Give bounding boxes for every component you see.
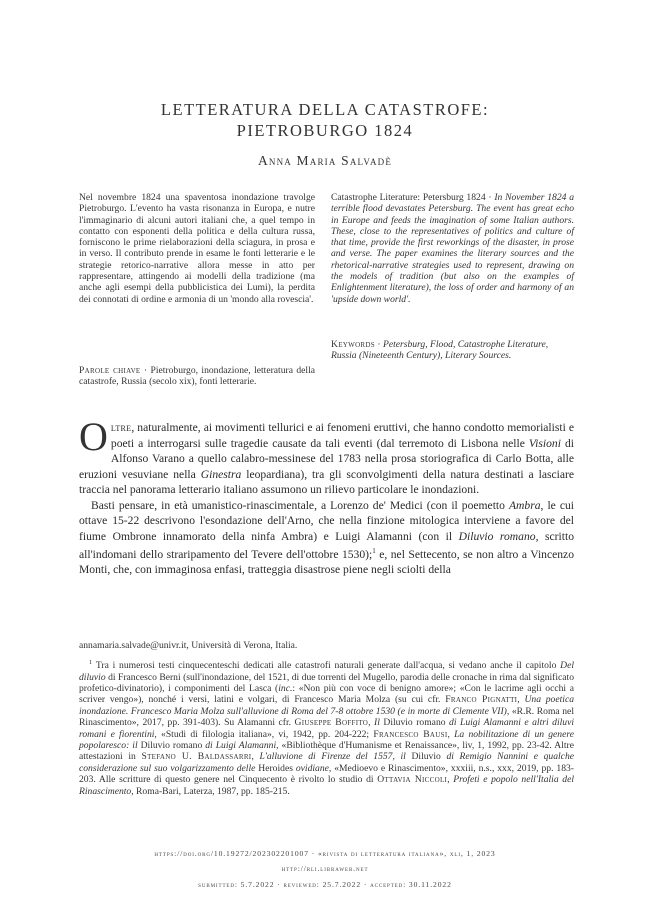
body-paragraph-1	[79, 414, 574, 498]
footnote-author-name: Giuseppe Boffito	[294, 717, 369, 729]
keywords-italian-label: Parole chiave	[79, 365, 141, 376]
abstract-english-title: Catastrophe Literature: Petersburg 1824	[331, 192, 486, 203]
footnote-text-run: , «R.R. Roma nel Rinascimento», 2017, pp. 391-403). Su Alamanni cfr.	[79, 705, 574, 729]
footnote-number: 1	[89, 659, 93, 666]
footnote-text-run: Profeti e popolo nell'Italia del Rinascimento	[79, 774, 575, 797]
body-paragraph-2	[79, 498, 574, 578]
work-title-visioni: Visioni	[528, 436, 561, 450]
footnote-text-run: , «Studi di filologia italiana», vi, 1942, pp. 204-222;	[154, 728, 374, 740]
footnote-text-run: ,	[251, 751, 260, 763]
abstract-english-separator: ·	[485, 192, 495, 203]
journal-website-link[interactable]: http://rli.libraweb.net	[281, 864, 369, 873]
footnote-text-run: di Luigi Alamanni	[205, 740, 277, 752]
footnote-text-run: ,	[517, 694, 525, 706]
keywords-italian	[79, 365, 315, 388]
keywords-italian-separator: ·	[140, 365, 151, 376]
footnote-text-run: di Remigio Nannini e qualche considerazione sul suo volgarizzamento delle	[79, 751, 574, 774]
footnote-text-run: Diluvio romano	[379, 717, 450, 729]
drop-cap: O	[79, 414, 108, 459]
abstract-english-text: In November 1824 a terrible flood devastates Petersburg. The event has great echo in Europe and feeds the imagination of some Italian authors. These, close to the representatives of politics and culture of that time, provide the first reworkings of the disaster, in prose and verse. The paper examines the literary sources and the rhetorical-narrative strategies used to represent, drawing on the models of tradition (but also on the examples of Enlightenment literature), the loss of order and harmony of an 'upside down world'.	[331, 192, 574, 305]
footnote-text-run: di Francesco Berni (sull'inondazione, del 1521, di due torrenti del Mugello, parodia delle cronache in rima dal significato profetico-divinatorio), i componimenti del Lasca (	[79, 671, 574, 694]
footnote-text-run: ,	[368, 717, 375, 729]
author-affiliation: annamaria.salvade@univr.it, Università di Verona, Italia.	[79, 640, 298, 651]
body-text-run: e, nel Settecento, se non altro a Vincenzo Monti, che, con immaginosa enfasi, tratteggia disastrose piene negli sciolti della	[79, 547, 574, 577]
footnote-text-run: di Luigi Alamanni e altri diluvi romani e fiorentini	[79, 717, 574, 740]
abstract-english	[331, 192, 574, 305]
keywords-english-label: Keywords	[331, 339, 375, 350]
footnote-text-run: , Roma-Bari, Laterza, 1987, pp. 185-215.	[131, 785, 290, 797]
work-title-ambra: Ambra	[508, 498, 541, 512]
footnote-text-run: Del diluvio	[79, 660, 574, 683]
footnote-text-run: Diluvio	[405, 751, 447, 763]
body-lead-in: ltre	[110, 421, 132, 434]
work-title-ginestra: Ginestra	[200, 467, 242, 481]
article-title-line-1: LETTERATURA DELLA CATASTROFE:	[160, 100, 490, 119]
article-body	[79, 414, 574, 578]
article-author: Anna Maria Salvadè	[257, 153, 393, 168]
work-title-diluvio-romano: Diluvio romano	[458, 529, 536, 543]
footnote-reference-1[interactable]: 1	[372, 547, 376, 555]
footnote-text-run: Una poetica inondazione. Francesco Maria Molza sull'alluvione di Roma del 7-8 ottobre 1530 (e in morte di Clemente VII)	[79, 694, 575, 717]
footnote-text-run: Heroides	[255, 762, 296, 774]
footnote-text-run: Tra i numerosi testi cinquecenteschi dedicati alle catastrofi naturali generate dall'acqua, si vedano anche il capitolo	[95, 660, 561, 672]
footnote-text-run: : «Non più con voce di benigno amore»; «Con le lacrime agli occhi a scriver vengo»), nonché i versi, latini e volgari, di Francesco Maria Molza (su cui cfr.	[79, 683, 574, 706]
keywords-english	[331, 339, 574, 362]
footnote-text-run: inc.	[278, 683, 293, 694]
body-text-run: di Alfonso Varano a quello calabro-messinese del 1783 nella prosa storiografica di Carlo Botta, alle eruzioni vesuviane nella	[79, 436, 574, 481]
article-title-line-2: PIETROBURGO 1824	[236, 121, 414, 140]
footnote-text-run: L'alluvione di Firenze del 1557, il	[259, 751, 406, 763]
footnote-text-run: Diluvio romano	[137, 740, 206, 752]
footnote-text-run: Il	[374, 717, 380, 729]
body-text-run: Basti pensare, in età umanistico-rinascimentale, a Lorenzo de' Medici (con il poemetto	[91, 498, 509, 512]
body-text-run: , naturalmente, ai movimenti tellurici e ai fenomeni eruttivi, che hanno condotto memorialisti e poeti a interrogarsi sulle tragedie causate da tali eventi (dal terremoto di Lisbona nelle	[110, 421, 574, 450]
footnote-text-run: ,	[447, 774, 454, 786]
keywords-english-separator: ·	[374, 339, 383, 350]
footnote-text-run: , «Bibliothèque d'Humanisme et Renaissance», liv, 1, 1992, pp. 23-42. Altre attestazioni in	[79, 740, 574, 763]
keywords-english-text: Petersburg, Flood, Catastrophe Literature, Russia (Nineteenth Century), Literary Sources.	[331, 339, 549, 362]
submission-dates: submitted: 5.7.2022 · reviewed: 25.7.2022 · accepted: 30.11.2022	[198, 880, 452, 889]
doi-citation-line[interactable]: https://doi.org/10.19272/202302201007 · «rivista di letteratura italiana», xli, 1, 2023	[154, 849, 496, 858]
footnote-text-run: La nobilitazione di un genere popolaresco: il	[79, 728, 575, 752]
footnote-text-run: ovidiane	[295, 762, 329, 774]
keywords-italian-text: Pietroburgo, inondazione, letteratura della catastrofe, Russia (secolo xix), fonti letterarie.	[79, 365, 315, 388]
body-text-run: , le cui ottave 15-22 descrivono l'esondazione dell'Arno, che nella finzione mitologica interviene a favore del fiume Ombrone innamorato della ninfa Ambra) e Luigi Alamanni (con il	[79, 498, 574, 543]
footnote-author-name: Stefano U. Baldassarri	[141, 751, 252, 763]
footnote-text-run: ,	[447, 728, 455, 740]
footnote-author-name: Ottavia Niccoli	[377, 774, 448, 786]
footnote-author-name: Franco Pignatti	[445, 694, 518, 706]
footnote-1	[79, 657, 574, 797]
body-text-run: , scritto all'indomani dello straripamento del Tevere dell'ottobre 1530);	[79, 529, 574, 561]
abstract-italian: Nel novembre 1824 una spaventosa inondazione travolge Pietroburgo. L'evento ha vasta risonanza in Europa, e nutre l'immaginario di alcuni autori italiani che, a quel tempo in contatto con esponenti della politica e della cultura russa, forniscono le prime rielaborazioni della sciagura, in prosa e in verso. Il contributo prende in esame le fonti letterarie e le strategie retorico-narrative allora messe in atto per rappresentare, attingendo ai modelli della tradizione (ma anche agli esempi della pubblicistica dei Lumi), la perdita dei connotati di ordine e armonia di un 'mondo alla rovescia'.	[79, 192, 315, 305]
footnote-text-run: , «Medioevo e Rinascimento», xxxiii, n.s., xxx, 2019, pp. 183-203. Alle scritture di questo genere nel Cinquecento è rivolto lo studio di	[79, 762, 574, 786]
footnote-author-name: Francesco Bausi	[373, 728, 448, 740]
body-text-run: leopardiana), tra gli sconvolgimenti della natura destinati a lasciare traccia nel panorama letterario italiano assumono un rilievo particolare le inondazioni.	[79, 467, 574, 496]
